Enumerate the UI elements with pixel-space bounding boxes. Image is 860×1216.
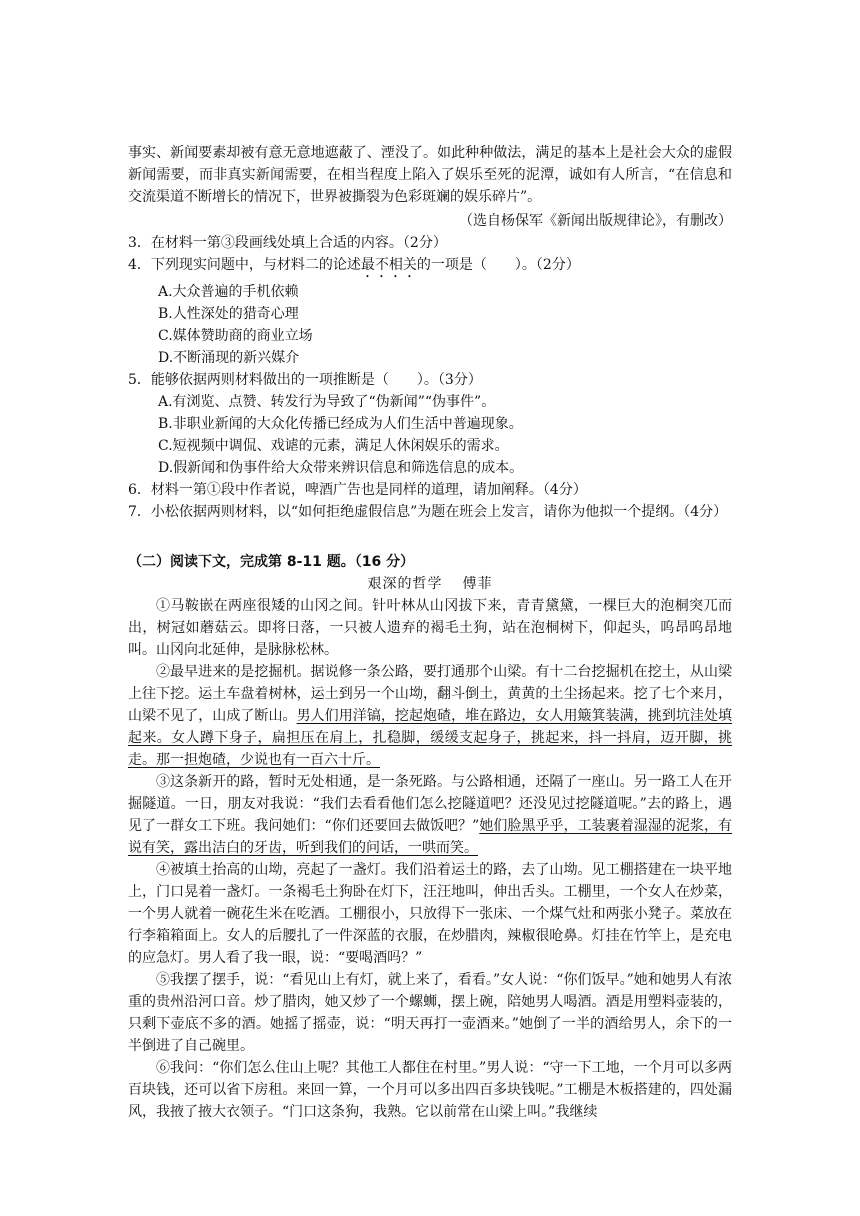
material2-tail-paragraph: 事实、新闻要素却被有意无意地遮蔽了、湮没了。如此种种做法，满足的基本上是社会大众的虚假新闻需要，而非真实新闻需要，在相当程度上陷入了娱乐至死的泥潭，诚如有人所言，“在信息和交流渠道不断增长的情况下，世界被撕裂为色彩斑斓的娱乐碎片”。 — [128, 145, 732, 205]
article-paragraph-5: ⑤我摆了摆手，说：“看见山上有灯，就上来了，看看。”女人说：“你们饭早。”她和她男人有浓重的贵州沿河口音。炒了腊肉，她又炒了一个螺蛳，摆上碗，陪她男人喝酒。酒是用塑料壶装的，只剩下壶底不多的酒。她摇了摇壶，说：“明天再打一壶酒来。”她倒了一半的酒给男人，余下的一半倒进了自己碗里。 — [128, 972, 732, 1054]
question-4 — [128, 254, 732, 281]
article-author: 傅菲 — [462, 576, 493, 592]
question-5-option-c: C.短视频中调侃、戏谑的元素，满足人休闲娱乐的需求。 — [158, 438, 509, 454]
question-4-option-b: B.人性深处的猎奇心理 — [158, 306, 299, 322]
article-title: 艰深的哲学 — [367, 576, 443, 592]
question-4-option-c: C.媒体赞助商的商业立场 — [158, 328, 313, 344]
question-7: 7．小松依据两则材料，以“如何拒绝虚假信息”为题在班会上发言，请你为他拟一个提纲。（4分） — [128, 504, 728, 520]
question-5-option-a: A.有浏览、点赞、转发行为导致了“伪新闻”“伪事件”。 — [158, 394, 496, 410]
question-3: 3．在材料一第③段画线处填上合适的内容。（2分） — [128, 235, 447, 251]
paragraph-3-text: ③这条新开的路，暂时无处相通，是一条死路。与公路相通，还隔了一座山。另一路工人在开掘隧道。一日，朋友对我说：“我们去看看他们怎么挖隧道吧？还没见过挖隧道呢。”去的路上，遇见了一群女工下班。我问她们：“你们还要回去做饭吧？” — [128, 774, 732, 834]
question-4-emphasis: 最不相关 — [360, 257, 417, 273]
article-paragraph-3 — [128, 771, 732, 859]
section-2-title: （二）阅读下文，完成第 8-11 题。（16 分） — [128, 554, 415, 570]
paragraph-3-underlined: 她们脸黑乎乎，工装裹着湿湿的泥浆，有说有笑，露出洁白的牙齿，听到我们的问话，一哄而笑。 — [128, 818, 732, 856]
question-5-option-b: B.非职业新闻的大众化传播已经成为人们生活中普遍现象。 — [158, 416, 523, 432]
paragraph-2-text: ②最早进来的是挖掘机。据说修一条公路，要打通那个山梁。有十二台挖掘机在挖土，从山梁上往下挖。运土车盘着树林，运土到另一个山坳，翻斗倒土，黄黄的土尘扬起来。挖了七个来月，山梁不见了，山成了断山。 — [128, 664, 732, 724]
question-5: 5．能够依据两则材料做出的一项推断是（ ）。（3分） — [128, 372, 482, 388]
question-5-option-d: D.假新闻和伪事件给大众带来辨识信息和筛选信息的成本。 — [158, 460, 524, 476]
question-6: 6．材料一第①段中作者说，啤酒广告也是同样的道理，请加阐释。（4分） — [128, 482, 587, 498]
question-4-stem-end: 的一项是（ ）。（2分） — [416, 257, 580, 273]
question-4-option-d: D.不断涌现的新兴媒介 — [158, 350, 300, 366]
question-4-option-a: A.大众普遍的手机依赖 — [158, 284, 299, 300]
paragraph-2-underlined: 男人们用洋镐，挖起炮碴，堆在路边，女人用簸箕装满，挑到坑洼处填起来。女人蹲下身子，扁担压在肩上，扎稳脚，缓缓支起身子，挑起来，抖一抖肩，迈开脚，挑走。那一担炮碴，少说也有一百六十斤。 — [128, 708, 733, 768]
article-paragraph-6: ⑥我问：“你们怎么住山上呢？其他工人都住在村里。”男人说：“守一下工地，一个月可以多两百块钱，还可以省下房租。来回一算，一个月可以多出四百多块钱呢。”工棚是木板搭建的，四处漏风，我掖了掖大衣领子。“门口这条狗，我熟。它以前常在山梁上叫。”我继续 — [128, 1060, 732, 1120]
article-heading — [128, 573, 732, 595]
material2-source: （选自杨保军《新闻出版规律论》，有删改） — [459, 213, 732, 229]
article-paragraph-2 — [128, 661, 732, 771]
page-content — [128, 142, 732, 1123]
article-paragraph-4: ④被填土抬高的山坳，亮起了一盏灯。我们沿着运土的路，去了山坳。见工棚搭建在一块平地上，门口晃着一盏灯。一条褐毛土狗卧在灯下，汪汪地叫，伸出舌头。工棚里，一个女人在炒菜，一个男人就着一碗花生米在吃酒。工棚很小，只放得下一张床、一个煤气灶和两张小凳子。菜放在行李箱箱面上。女人的后腰扎了一件深蓝的衣服，在炒腊肉，辣椒很呛鼻。灯挂在竹竿上，是充电的应急灯。男人看了我一眼，说：“要喝酒吗？” — [128, 862, 732, 966]
question-4-stem-start: 4．下列现实问题中，与材料二的论述 — [128, 257, 361, 273]
article-paragraph-1: ①马鞍嵌在两座很矮的山冈之间。针叶林从山冈拔下来，青青黛黛，一棵巨大的泡桐突兀而出，树冠如蘑菇云。即将日落，一只被人遗弃的褐毛土狗，站在泡桐树下，仰起头，呜昂呜昂地叫。山冈向北延伸，是脉脉松林。 — [128, 598, 732, 658]
